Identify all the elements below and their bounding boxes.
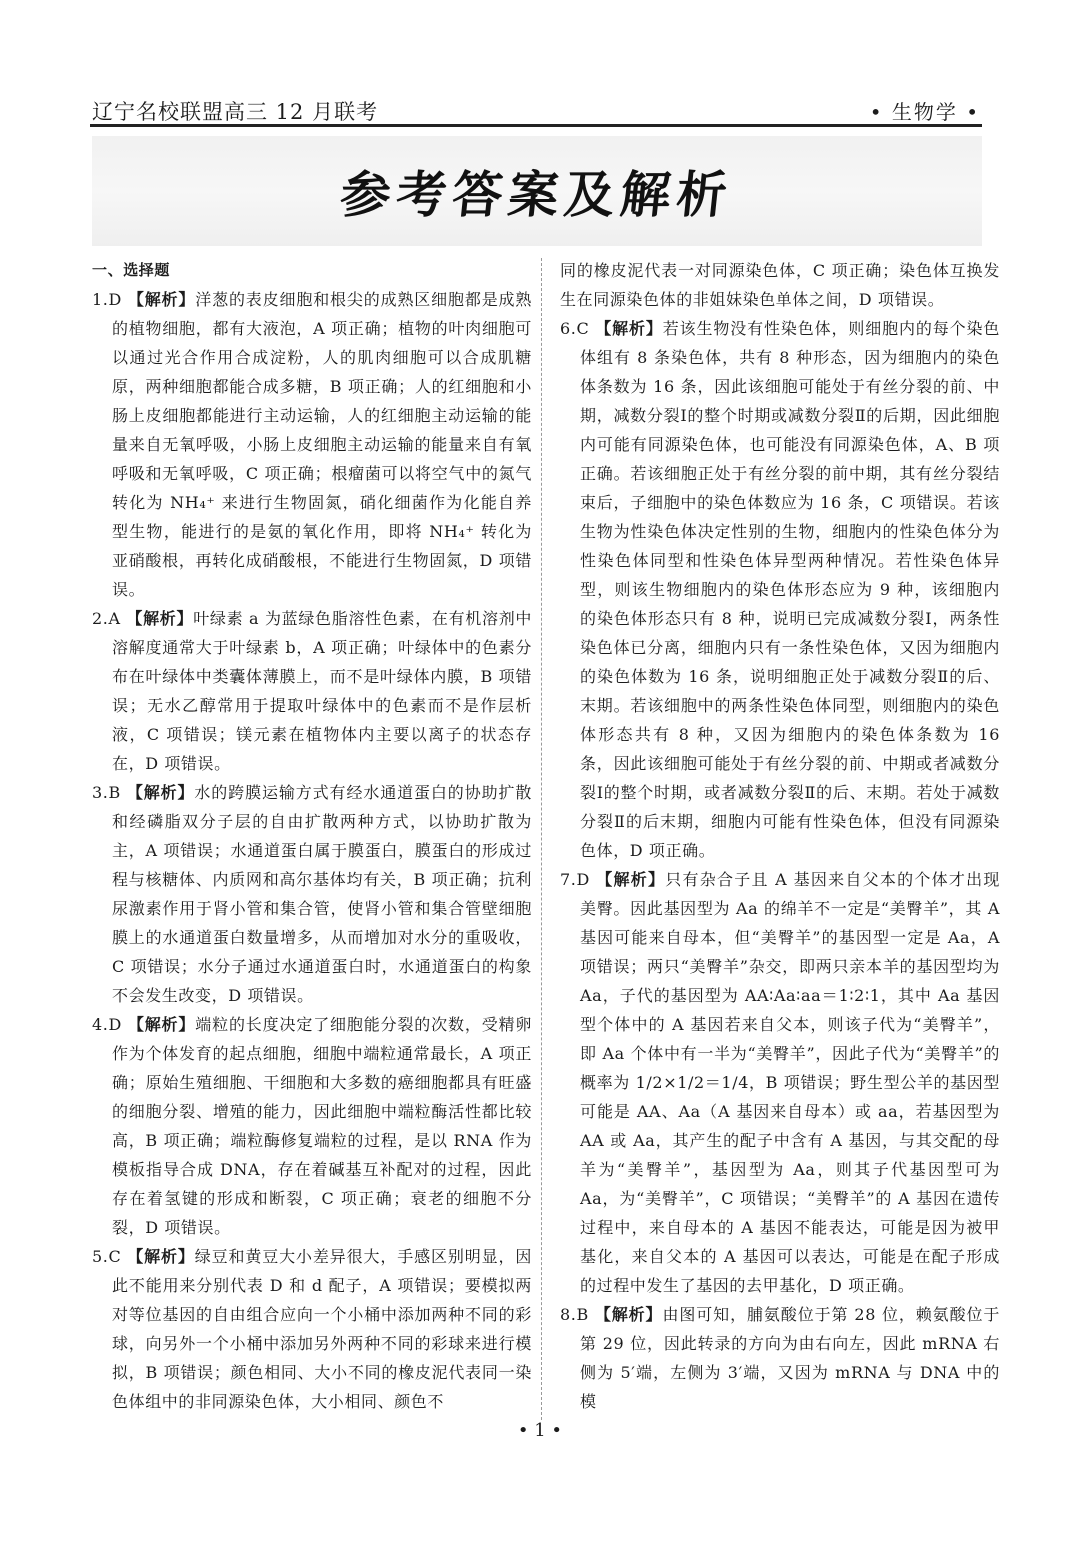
analysis-tag: 【解析】 bbox=[126, 783, 195, 802]
column-divider bbox=[541, 258, 542, 1420]
answer-number: 8.B bbox=[560, 1305, 589, 1324]
left-column bbox=[92, 256, 532, 1416]
analysis-tag: 【解析】 bbox=[127, 290, 196, 309]
exam-title: 辽宁名校联盟高三 12 月联考 bbox=[92, 100, 379, 124]
analysis-tag: 【解析】 bbox=[596, 870, 666, 889]
answer-number: 1.D bbox=[92, 290, 122, 309]
analysis-tag: 【解析】 bbox=[127, 1247, 195, 1266]
answer-number: 5.C bbox=[92, 1247, 122, 1266]
title-banner bbox=[92, 136, 982, 246]
answer-text: 端粒的长度决定了细胞能分裂的次数，受精卵作为个体发育的起点细胞，细胞中端粒通常最长，A 项正确；原始生殖细胞、干细胞和大多数的癌细胞都具有旺盛的细胞分裂、增殖的能力，因此细胞中端粒酶活性都比较高，B 项正确；端粒酶修复端粒的过程，是以 RNA 作为模板指导合成 DNA，存在着碱基互补配对的过程，因此存在着氢键的形成和断裂，C 项正确；衰老的细胞不分裂，D 项错误。 bbox=[112, 1015, 532, 1237]
answer-number: 3.B bbox=[92, 783, 121, 802]
answer-text: 洋葱的表皮细胞和根尖的成熟区细胞都是成熟的植物细胞，都有大液泡，A 项正确；植物的叶肉细胞可以通过光合作用合成淀粉，人的肌肉细胞可以合成肌糖原，两种细胞都能合成多糖，B 项正确；人的红细胞和小肠上皮细胞都能进行主动运输，人的红细胞主动运输的能量来自无氧呼吸，小肠上皮细胞主动运输的能量来自有氧呼吸和无氧呼吸，C 项正确；根瘤菌可以将空气中的氮气转化为 NH₄⁺ 来进行生物固氮，硝化细菌作为化能自养型生物，能进行的是氨的氧化作用，即将 NH₄⁺ 转化为亚硝酸根，再转化成硝酸根，不能进行生物固氮，D 项错误。 bbox=[112, 290, 532, 599]
page-number: • 1 • bbox=[517, 1420, 563, 1441]
subject-label: • 生物学 • bbox=[869, 100, 980, 124]
answer-text: 叶绿素 a 为蓝绿色脂溶性色素，在有机溶剂中溶解度通常大于叶绿素 b，A 项正确；叶绿体中的色素分布在叶绿体中类囊体薄膜上，而不是叶绿体内膜，B 项错误；无水乙醇常用于提取叶绿体中的色素而不是作层析液，C 项错误；镁元素在植物体内主要以离子的状态存在，D 项错误。 bbox=[112, 609, 532, 773]
answer-number: 6.C bbox=[560, 319, 590, 338]
page-title: 参考答案及解析 bbox=[337, 166, 736, 224]
answer-number: 2.A bbox=[92, 609, 121, 628]
answer-item-5-continued: 同的橡皮泥代表一对同源染色体，C 项正确；染色体互换发生在同源染色体的非姐妹染色单体之间，D 项错误。 bbox=[560, 261, 1000, 309]
answer-text: 水的跨膜运输方式有经水通道蛋白的协助扩散和经磷脂双分子层的自由扩散两种方式，以协助扩散为主，A 项错误；水通道蛋白属于膜蛋白，膜蛋白的形成过程与核糖体、内质网和高尔基体均有关，B 项正确；抗利尿激素作用于肾小管和集合管，使肾小管和集合管壁细胞膜上的水通道蛋白数量增多，从而增加对水分的重吸收，C 项错误；水分子通过水通道蛋白时，水通道蛋白的构象不会发生改变，D 项错误。 bbox=[112, 783, 532, 1005]
answer-number: 4.D bbox=[92, 1015, 122, 1034]
answer-item-7 bbox=[560, 865, 1000, 1300]
answer-item-6 bbox=[560, 314, 1000, 865]
answer-number: 7.D bbox=[560, 870, 590, 889]
answer-text: 只有杂合子且 A 基因来自父本的个体才出现美臀。因此基因型为 Aa 的绵羊不一定是“美臀羊”，其 A 基因可能来自母本，但“美臀羊”的基因型一定是 Aa，A 项错误；两只“美臀羊”杂交，即两只亲本羊的基因型均为 Aa，子代的基因型为 AA∶Aa∶aa＝1∶2∶1，其中 Aa 基因型个体中的 A 基因若来自父本，则该子代为“美臀羊”，即 Aa 个体中有一半为“美臀羊”，因此子代为“美臀羊”的概率为 1/2×1/2＝1/4，B 项错误；野生型公羊的基因型可能是 AA、Aa（A 基因来自母本）或 aa，若基因型为 AA 或 Aa，其产生的配子中含有 A 基因，与其交配的母羊为“美臀羊”，基因型为 Aa，则其子代基因型可为 Aa，为“美臀羊”，C 项错误；“美臀羊”的 A 基因在遗传过程中，来自母本的 A 基因不能表达，可能是因为被甲基化，来自父本的 A 基因可以表达，可能是在配子形成的过程中发生了基因的去甲基化，D 项正确。 bbox=[580, 870, 1000, 1295]
answer-item-8 bbox=[560, 1300, 1000, 1416]
analysis-tag: 【解析】 bbox=[126, 609, 194, 628]
answer-item-4 bbox=[92, 1010, 532, 1242]
analysis-tag: 【解析】 bbox=[594, 1305, 663, 1324]
right-column bbox=[560, 256, 1000, 1416]
answer-item-2 bbox=[92, 604, 532, 778]
answer-text: 由图可知，脯氨酸位于第 28 位，赖氨酸位于第 29 位，因此转录的方向为由右向左，因此 mRNA 右侧为 5′端，左侧为 3′端，又因为 mRNA 与 DNA 中的模 bbox=[580, 1305, 1000, 1411]
analysis-tag: 【解析】 bbox=[595, 319, 663, 338]
answer-item-5 bbox=[92, 1242, 532, 1416]
answer-item-1 bbox=[92, 285, 532, 604]
section-title: 一、选择题 bbox=[92, 261, 171, 279]
answer-text: 绿豆和黄豆大小差异很大，手感区别明显，因此不能用来分别代表 D 和 d 配子，A 项错误；要模拟两对等位基因的自由组合应向一个小桶中添加两种不同的彩球，向另外一个小桶中添加另外两种不同的彩球来进行模拟，B 项错误；颜色相同、大小不同的橡皮泥代表同一染色体组中的非同源染色体，大小相同、颜色不 bbox=[112, 1247, 532, 1411]
answer-item-3 bbox=[92, 778, 532, 1010]
answer-text: 若该生物没有性染色体，则细胞内的每个染色体组有 8 条染色体，共有 8 种形态，因为细胞内的染色体条数为 16 条，因此该细胞可能处于有丝分裂的前、中期，减数分裂Ⅰ的整个时期或减数分裂Ⅱ的后期，因此细胞内可能有同源染色体，也可能没有同源染色体，A、B 项正确。若该细胞正处于有丝分裂的前中期，其有丝分裂结束后，子细胞中的染色体数应为 16 条，C 项错误。若该生物为性染色体决定性别的生物，细胞内的性染色体分为性染色体同型和性染色体异型两种情况。若性染色体异型，则该生物细胞内的染色体形态应为 9 种，该细胞内的染色体形态只有 8 种，说明已完成减数分裂Ⅰ，两条性染色体已分离，细胞内只有一条性染色体，又因为细胞内的染色体数为 16 条，说明细胞正处于减数分裂Ⅱ的后、末期。若该细胞中的两条性染色体同型，则细胞内的染色体形态共有 8 种，又因为细胞内的染色体条数为 16 条，因此该细胞可能处于有丝分裂的前、中期或者减数分裂Ⅰ的整个时期，或者减数分裂Ⅱ的后、末期。若处于减数分裂Ⅱ的后末期，细胞内可能有性染色体，但没有同源染色体，D 项正确。 bbox=[580, 319, 1000, 860]
header-rule bbox=[90, 124, 982, 127]
analysis-tag: 【解析】 bbox=[127, 1015, 196, 1034]
